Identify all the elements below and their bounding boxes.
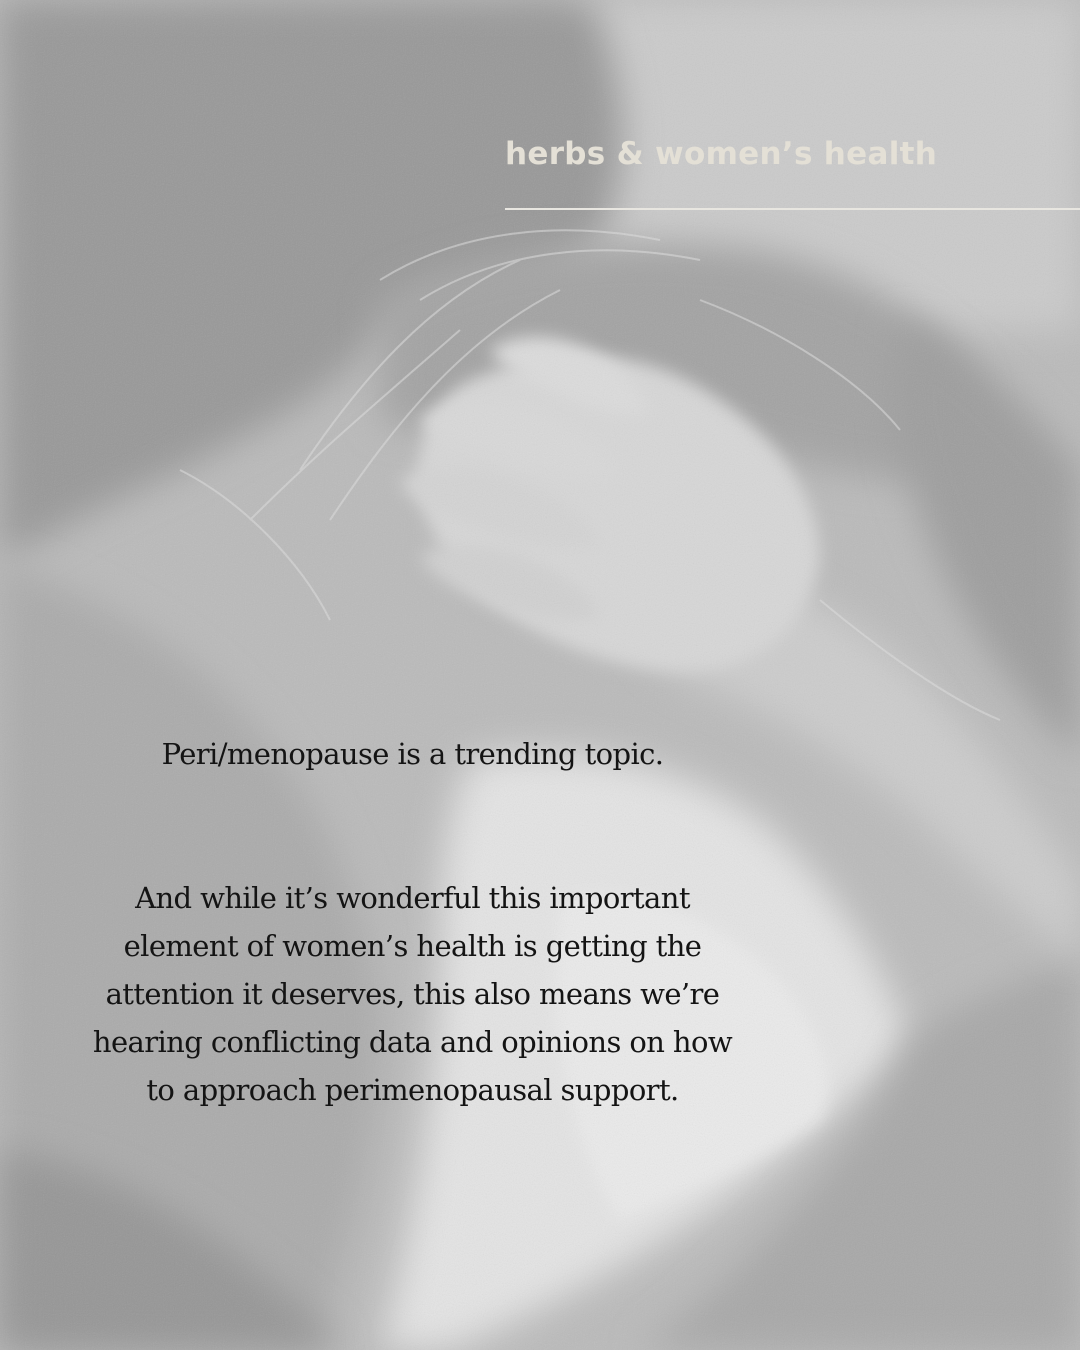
header-divider (505, 208, 1080, 210)
body-paragraph (60, 874, 765, 1114)
body-line: attention it deserves, this also means we’re (105, 977, 720, 1011)
header-title: herbs & women’s health (505, 136, 938, 172)
body-line: element of women’s health is getting the (123, 929, 702, 963)
lead-text: Peri/menopause is a trending topic. (161, 737, 664, 771)
body-line: hearing conflicting data and opinions on how (92, 1025, 733, 1059)
body-line: to approach perimenopausal support. (146, 1073, 679, 1107)
body-line: And while it’s wonderful this important (135, 881, 690, 915)
